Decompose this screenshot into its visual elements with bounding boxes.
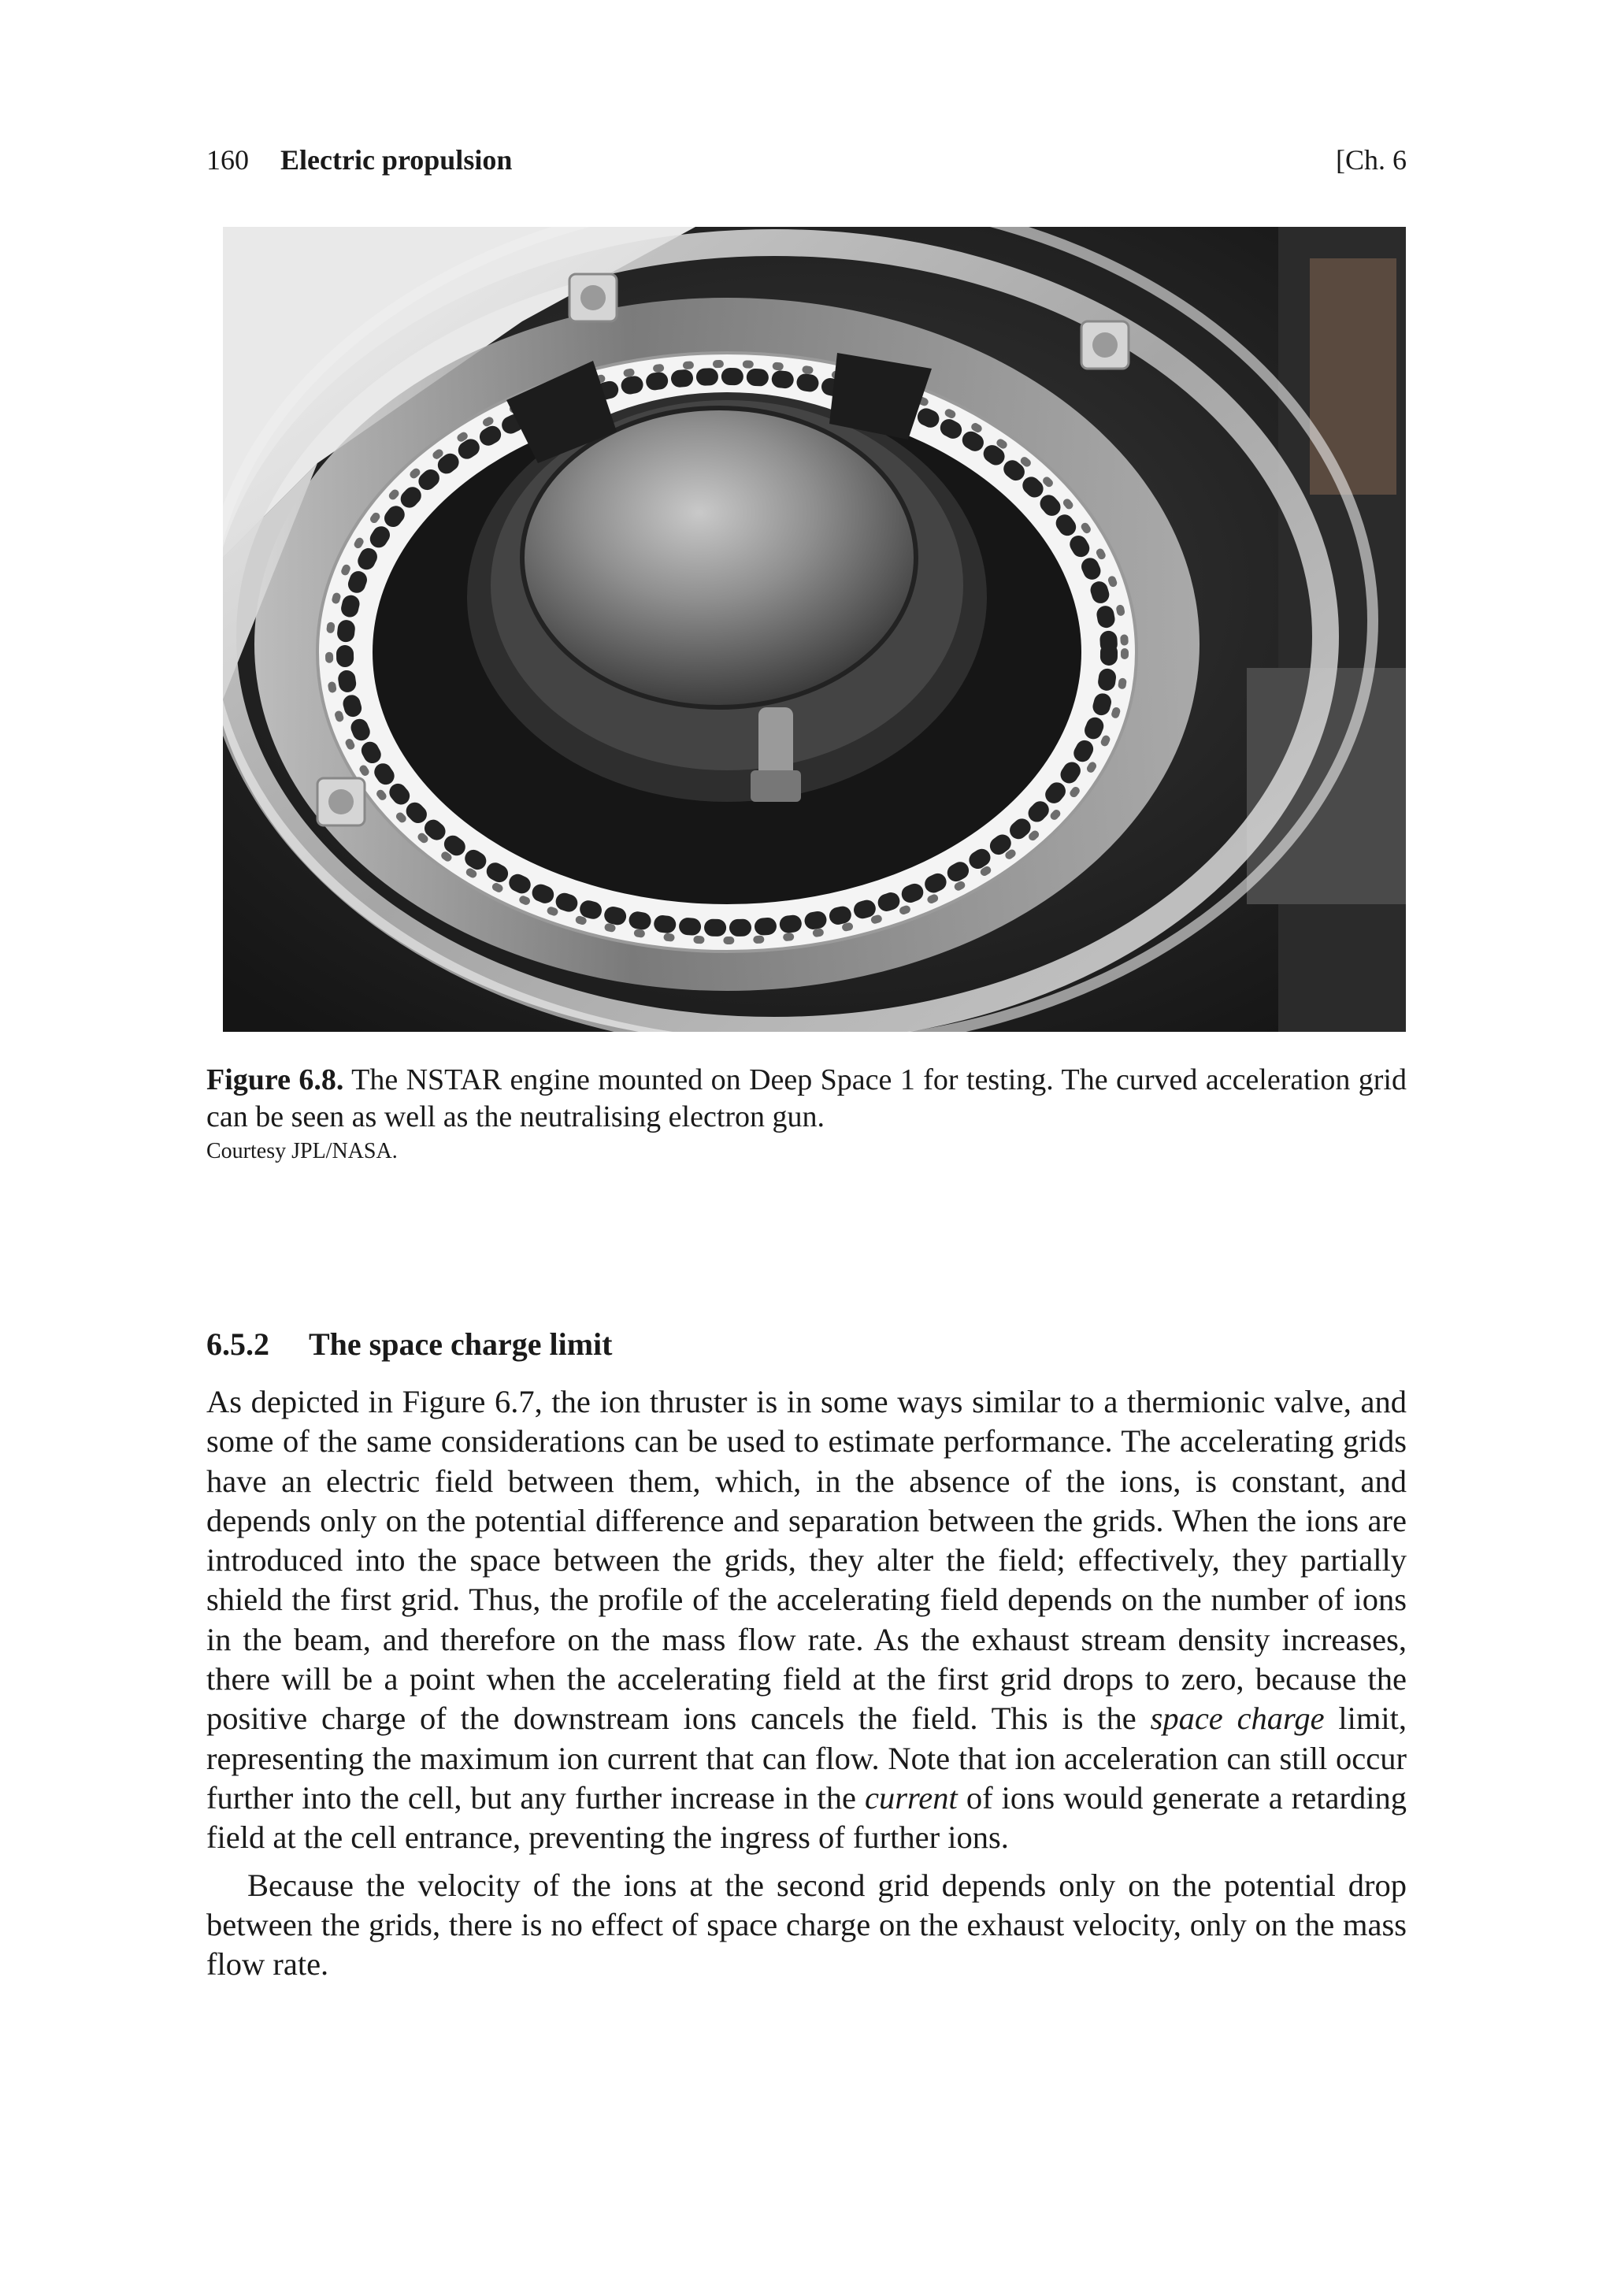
body-text — [206, 1382, 1407, 1984]
section-heading — [206, 1323, 1407, 1366]
caption-label: Figure 6.8. — [206, 1063, 344, 1096]
paragraph-text: As depicted in Figure 6.7, the ion thruster is in some ways similar to a thermionic valve, and some of the same considerations can be used to estimate performance. The accelerating grids have an electric field between them, which, in the absence of the ions, is constant, and depends only on the potential difference and separation between the grids. When the ions are introduced into the space between the grids, they alter the field; effectively, they partially shield the first grid. Thus, the profile of the accelerating field depends on the number of ions in the beam, and therefore on the mass flow rate. As the exhaust stream density increases, there will be a point when the accelerating field at the first grid drops to zero, because the positive charge of the downstream ions cancels the field. This is the — [206, 1384, 1407, 1737]
paragraph — [206, 1382, 1407, 1858]
caption-text: The NSTAR engine mounted on Deep Space 1 for testing. The curved acceleration grid can be seen as well as the neutralising electron gun. — [206, 1063, 1407, 1133]
paragraph: Because the velocity of the ions at the second grid depends only on the potential drop between the grids, there is no effect of space charge on the exhaust velocity, only on the mass flow rate. — [206, 1867, 1407, 1983]
emphasis-current: current — [865, 1779, 958, 1816]
paragraph-text: limit, representing the maximum ion current that can flow. Note that ion acceleration can still occur further into the cell, but any further increase in the — [206, 1701, 1407, 1816]
emphasis-space-charge: space charge — [1150, 1701, 1325, 1737]
running-head — [206, 140, 1407, 180]
page-number: 160 — [206, 144, 249, 176]
chapter-label: [Ch. 6 — [1336, 144, 1407, 176]
section-number: 6.5.2 — [206, 1326, 269, 1362]
figure-caption — [206, 1062, 1407, 1166]
figure-photo — [223, 227, 1406, 1032]
running-title: Electric propulsion — [280, 144, 513, 176]
figure-credit: Courtesy JPL/NASA. — [206, 1139, 398, 1163]
nstar-ion-engine-photo-icon — [223, 227, 1406, 1032]
section-title: The space charge limit — [309, 1326, 613, 1362]
paragraph-text: of ions would generate a retarding field at the cell entrance, preventing the ingress of further ions. — [206, 1779, 1407, 1856]
